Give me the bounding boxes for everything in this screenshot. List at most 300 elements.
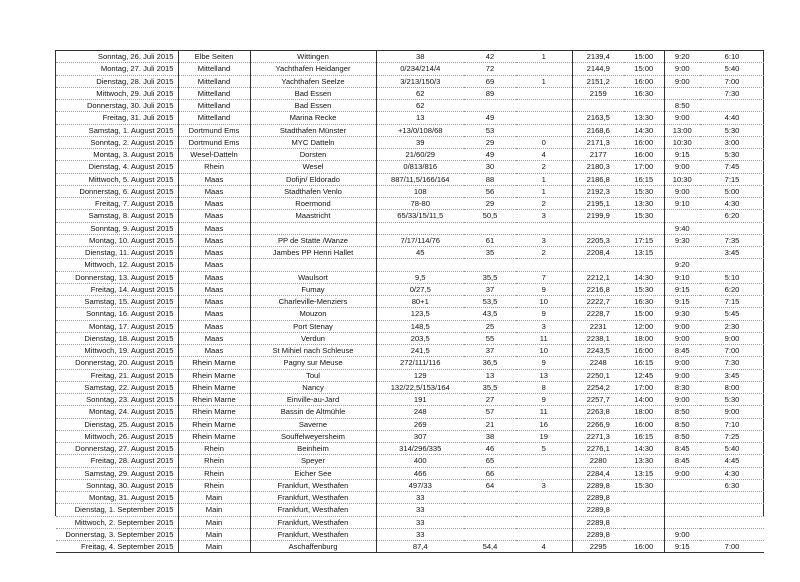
duration-cell [700, 222, 764, 234]
departure-time-cell: 9:00 [664, 320, 700, 332]
table-row [56, 136, 764, 148]
departure-time-cell: 9:00 [664, 467, 700, 479]
total-km-cell: 2271,3 [572, 430, 624, 442]
duration-cell: 7:15 [700, 173, 764, 185]
locks-cell [516, 124, 572, 136]
total-km-cell: 2159 [572, 87, 624, 99]
waterway-cell: Rhein Marne [178, 381, 250, 393]
location-cell: Frankfurt, Westhafen [250, 504, 376, 516]
date-cell: Freitag, 28. August 2015 [56, 455, 178, 467]
locks-cell: 4 [516, 149, 572, 161]
departure-time-cell: 9:15 [664, 296, 700, 308]
location-cell: Marina Recke [250, 112, 376, 124]
date-cell: Donnerstag, 3. September 2015 [56, 528, 178, 540]
arrival-time-cell: 17:15 [624, 234, 664, 246]
duration-cell: 4:30 [700, 198, 764, 210]
departure-time-cell: 8:50 [664, 100, 700, 112]
waterway-cell: Maas [178, 234, 250, 246]
arrival-time-cell: 16:30 [624, 296, 664, 308]
location-cell: Dofijn/ Eldorado [250, 173, 376, 185]
arrival-time-cell [624, 516, 664, 528]
location-cell: Toul [250, 369, 376, 381]
waterway-cell: Rhein Marne [178, 406, 250, 418]
duration-cell: 7:30 [700, 357, 764, 369]
km-cell: 38 [376, 51, 464, 63]
arrival-time-cell: 15:30 [624, 479, 664, 491]
location-cell: Fumay [250, 283, 376, 295]
waterway-cell: Maas [178, 345, 250, 357]
km-cell: 191 [376, 394, 464, 406]
date-cell: Sonntag, 9. August 2015 [56, 222, 178, 234]
table-row [56, 259, 764, 271]
waterway-cell: Main [178, 541, 250, 553]
departure-time-cell: 9:10 [664, 271, 700, 283]
duration-cell: 9:00 [700, 332, 764, 344]
arrival-time-cell: 15:30 [624, 185, 664, 197]
departure-time-cell: 9:00 [664, 185, 700, 197]
total-km-cell: 2186,8 [572, 173, 624, 185]
total-km-cell: 2284,4 [572, 467, 624, 479]
date-cell: Montag, 24. August 2015 [56, 406, 178, 418]
duration-cell: 6:10 [700, 51, 764, 63]
km-cell: 148,5 [376, 320, 464, 332]
table-row [56, 247, 764, 259]
table-row [56, 185, 764, 197]
date-cell: Mittwoch, 19. August 2015 [56, 345, 178, 357]
locks-cell [516, 504, 572, 516]
km-cell: 33 [376, 492, 464, 504]
locks-cell: 3 [516, 210, 572, 222]
distance-cell: 88 [464, 173, 516, 185]
table-row [56, 222, 764, 234]
distance-cell: 57 [464, 406, 516, 418]
distance-cell: 43,5 [464, 308, 516, 320]
location-cell: Beinheim [250, 443, 376, 455]
arrival-time-cell: 15:30 [624, 210, 664, 222]
total-km-cell: 2228,7 [572, 308, 624, 320]
arrival-time-cell: 16:15 [624, 357, 664, 369]
arrival-time-cell: 16:00 [624, 136, 664, 148]
waterway-cell: Maas [178, 332, 250, 344]
departure-time-cell: 9:00 [664, 394, 700, 406]
location-cell: PP de Statte /Wanze [250, 234, 376, 246]
date-cell: Dienstag, 25. August 2015 [56, 418, 178, 430]
total-km-cell: 2248 [572, 357, 624, 369]
km-cell: 887/11,5/166/164 [376, 173, 464, 185]
distance-cell [464, 259, 516, 271]
waterway-cell: Main [178, 504, 250, 516]
location-cell: Souffelweyersheim [250, 430, 376, 442]
table-row [56, 430, 764, 442]
total-km-cell: 2171,3 [572, 136, 624, 148]
total-km-cell: 2263,8 [572, 406, 624, 418]
table-row [56, 406, 764, 418]
duration-cell: 3:45 [700, 247, 764, 259]
locks-cell [516, 100, 572, 112]
locks-cell: 8 [516, 381, 572, 393]
waterway-cell: Rhein Marne [178, 394, 250, 406]
km-cell: 108 [376, 185, 464, 197]
table-row [56, 479, 764, 491]
locks-cell: 19 [516, 430, 572, 442]
duration-cell: 7:00 [700, 75, 764, 87]
date-cell: Sonntag, 2. August 2015 [56, 136, 178, 148]
departure-time-cell [664, 516, 700, 528]
total-km-cell: 2276,1 [572, 443, 624, 455]
locks-cell [516, 528, 572, 540]
table-row [56, 381, 764, 393]
duration-cell: 7:00 [700, 541, 764, 553]
distance-cell: 42 [464, 51, 516, 63]
waterway-cell: Rhein Marne [178, 418, 250, 430]
km-cell: 314/296/335 [376, 443, 464, 455]
date-cell: Dienstag, 28. Juli 2015 [56, 75, 178, 87]
distance-cell: 13 [464, 369, 516, 381]
departure-time-cell: 9:00 [664, 528, 700, 540]
departure-time-cell: 10:30 [664, 136, 700, 148]
waterway-cell: Main [178, 492, 250, 504]
date-cell: Sonntag, 30. August 2015 [56, 479, 178, 491]
total-km-cell: 2163,5 [572, 112, 624, 124]
table-row [56, 271, 764, 283]
waterway-cell: Rhein [178, 479, 250, 491]
waterway-cell: Rhein Marne [178, 357, 250, 369]
arrival-time-cell: 13:30 [624, 455, 664, 467]
km-cell: 45 [376, 247, 464, 259]
table-row [56, 149, 764, 161]
waterway-cell: Maas [178, 320, 250, 332]
departure-time-cell: 9:30 [664, 308, 700, 320]
location-cell: Frankfurt, Westhafen [250, 492, 376, 504]
location-cell: Einville-au-Jard [250, 394, 376, 406]
total-km-cell: 2216,8 [572, 283, 624, 295]
km-cell: 87,4 [376, 541, 464, 553]
waterway-cell: Rhein [178, 467, 250, 479]
arrival-time-cell: 15:30 [624, 283, 664, 295]
date-cell: Sonntag, 16. August 2015 [56, 308, 178, 320]
distance-cell: 65 [464, 455, 516, 467]
distance-cell: 61 [464, 234, 516, 246]
departure-time-cell: 9:15 [664, 149, 700, 161]
departure-time-cell: 8:45 [664, 455, 700, 467]
locks-cell: 4 [516, 541, 572, 553]
waterway-cell: Maas [178, 296, 250, 308]
departure-time-cell [664, 492, 700, 504]
waterway-cell: Mittelland [178, 75, 250, 87]
waterway-cell: Maas [178, 308, 250, 320]
table-row [56, 492, 764, 504]
date-cell: Samstag, 29. August 2015 [56, 467, 178, 479]
total-km-cell: 2177 [572, 149, 624, 161]
km-cell: 497/33 [376, 479, 464, 491]
date-cell: Mittwoch, 12. August 2015 [56, 259, 178, 271]
total-km-cell: 2205,3 [572, 234, 624, 246]
distance-cell: 69 [464, 75, 516, 87]
departure-time-cell: 9:40 [664, 222, 700, 234]
km-cell: 3/213/150/3 [376, 75, 464, 87]
arrival-time-cell: 18:00 [624, 406, 664, 418]
waterway-cell: Maas [178, 222, 250, 234]
distance-cell: 30 [464, 161, 516, 173]
distance-cell: 54,4 [464, 541, 516, 553]
waterway-cell: Elbe Seiten [178, 51, 250, 63]
locks-cell: 2 [516, 198, 572, 210]
km-cell: 400 [376, 455, 464, 467]
locks-cell: 1 [516, 51, 572, 63]
distance-cell [464, 528, 516, 540]
total-km-cell: 2250,1 [572, 369, 624, 381]
distance-cell [464, 100, 516, 112]
locks-cell [516, 492, 572, 504]
location-cell: St Mihiel nach Schleuse [250, 345, 376, 357]
date-cell: Montag, 27. Juli 2015 [56, 63, 178, 75]
waterway-cell: Mittelland [178, 100, 250, 112]
departure-time-cell: 8:50 [664, 406, 700, 418]
duration-cell: 7:25 [700, 430, 764, 442]
date-cell: Mittwoch, 2. September 2015 [56, 516, 178, 528]
date-cell: Donnerstag, 20. August 2015 [56, 357, 178, 369]
location-cell [250, 222, 376, 234]
arrival-time-cell: 15:00 [624, 63, 664, 75]
total-km-cell: 2195,1 [572, 198, 624, 210]
arrival-time-cell: 14:00 [624, 394, 664, 406]
total-km-cell [572, 100, 624, 112]
table-row [56, 296, 764, 308]
arrival-time-cell: 17:00 [624, 381, 664, 393]
locks-cell: 10 [516, 345, 572, 357]
distance-cell: 55 [464, 332, 516, 344]
duration-cell [700, 516, 764, 528]
locks-cell: 9 [516, 308, 572, 320]
arrival-time-cell: 14:30 [624, 443, 664, 455]
waterway-cell: Maas [178, 259, 250, 271]
location-cell: Stadthafen Venlo [250, 185, 376, 197]
date-cell: Montag, 31. August 2015 [56, 492, 178, 504]
date-cell: Mittwoch, 26. August 2015 [56, 430, 178, 442]
km-cell: 78-80 [376, 198, 464, 210]
distance-cell: 38 [464, 430, 516, 442]
date-cell: Samstag, 8. August 2015 [56, 210, 178, 222]
locks-cell: 16 [516, 418, 572, 430]
waterway-cell: Maas [178, 283, 250, 295]
table-row [56, 504, 764, 516]
location-cell: Jambes PP Henri Hallet [250, 247, 376, 259]
table-row [56, 528, 764, 540]
total-km-cell: 2280 [572, 455, 624, 467]
waterway-cell: Rhein [178, 443, 250, 455]
km-cell: +13/0/108/68 [376, 124, 464, 136]
date-cell: Donnerstag, 27. August 2015 [56, 443, 178, 455]
arrival-time-cell: 16:15 [624, 173, 664, 185]
table-row [56, 516, 764, 528]
location-cell: Mouzon [250, 308, 376, 320]
km-cell: 62 [376, 100, 464, 112]
arrival-time-cell: 12:00 [624, 320, 664, 332]
waterway-cell: Maas [178, 185, 250, 197]
distance-cell [464, 516, 516, 528]
km-cell: 466 [376, 467, 464, 479]
arrival-time-cell: 16:00 [624, 75, 664, 87]
total-km-cell: 2208,4 [572, 247, 624, 259]
location-cell: Verdun [250, 332, 376, 344]
table-row [56, 75, 764, 87]
distance-cell: 29 [464, 198, 516, 210]
locks-cell: 9 [516, 357, 572, 369]
locks-cell [516, 516, 572, 528]
location-cell: Maastricht [250, 210, 376, 222]
km-cell: 272/111/116 [376, 357, 464, 369]
departure-time-cell [664, 87, 700, 99]
total-km-cell: 2180,3 [572, 161, 624, 173]
total-km-cell: 2243,5 [572, 345, 624, 357]
arrival-time-cell: 16:00 [624, 541, 664, 553]
arrival-time-cell: 14:30 [624, 124, 664, 136]
arrival-time-cell [624, 528, 664, 540]
km-cell: 39 [376, 136, 464, 148]
waterway-cell: Maas [178, 271, 250, 283]
duration-cell: 7:10 [700, 418, 764, 430]
location-cell: Pagny sur Meuse [250, 357, 376, 369]
waterway-cell: Main [178, 528, 250, 540]
locks-cell [516, 87, 572, 99]
duration-cell: 5:45 [700, 308, 764, 320]
departure-time-cell: 9:00 [664, 75, 700, 87]
location-cell: Nancy [250, 381, 376, 393]
distance-cell: 50,5 [464, 210, 516, 222]
km-cell: 123,5 [376, 308, 464, 320]
total-km-cell: 2295 [572, 541, 624, 553]
date-cell: Montag, 3. August 2015 [56, 149, 178, 161]
duration-cell [700, 528, 764, 540]
date-cell: Donnerstag, 13. August 2015 [56, 271, 178, 283]
date-cell: Freitag, 31. Juli 2015 [56, 112, 178, 124]
table-row [56, 87, 764, 99]
table-row [56, 455, 764, 467]
duration-cell: 5:30 [700, 394, 764, 406]
locks-cell [516, 467, 572, 479]
waterway-cell: Rhein [178, 161, 250, 173]
waterway-cell: Rhein Marne [178, 430, 250, 442]
departure-time-cell: 8:50 [664, 430, 700, 442]
locks-cell: 2 [516, 161, 572, 173]
location-cell: Frankfurt, Westhafen [250, 528, 376, 540]
duration-cell: 5:30 [700, 149, 764, 161]
travel-log-sheet [56, 50, 764, 553]
total-km-cell: 2238,1 [572, 332, 624, 344]
total-km-cell: 2139,4 [572, 51, 624, 63]
km-cell: 80+1 [376, 296, 464, 308]
arrival-time-cell: 13:15 [624, 467, 664, 479]
travel-log-body [56, 51, 764, 553]
travel-log-table [56, 50, 764, 553]
duration-cell: 7:45 [700, 161, 764, 173]
km-cell: 203,5 [376, 332, 464, 344]
km-cell: 62 [376, 87, 464, 99]
arrival-time-cell: 13:15 [624, 247, 664, 259]
departure-time-cell [664, 479, 700, 491]
duration-cell: 4:40 [700, 112, 764, 124]
table-row [56, 541, 764, 553]
table-row [56, 345, 764, 357]
table-row [56, 418, 764, 430]
distance-cell: 89 [464, 87, 516, 99]
table-row [56, 210, 764, 222]
duration-cell: 4:30 [700, 467, 764, 479]
duration-cell [700, 504, 764, 516]
distance-cell: 49 [464, 149, 516, 161]
waterway-cell: Mittelland [178, 63, 250, 75]
locks-cell: 1 [516, 173, 572, 185]
date-cell: Freitag, 14. August 2015 [56, 283, 178, 295]
distance-cell: 49 [464, 112, 516, 124]
duration-cell: 7:15 [700, 296, 764, 308]
location-cell: Saverne [250, 418, 376, 430]
table-row [56, 100, 764, 112]
km-cell: 13 [376, 112, 464, 124]
km-cell [376, 222, 464, 234]
location-cell: Frankfurt, Westhafen [250, 479, 376, 491]
distance-cell: 72 [464, 63, 516, 75]
arrival-time-cell: 18:00 [624, 332, 664, 344]
distance-cell: 56 [464, 185, 516, 197]
duration-cell: 5:30 [700, 124, 764, 136]
locks-cell: 1 [516, 75, 572, 87]
total-km-cell: 2289,8 [572, 516, 624, 528]
duration-cell: 5:10 [700, 271, 764, 283]
location-cell: Speyer [250, 455, 376, 467]
date-cell: Freitag, 21. August 2015 [56, 369, 178, 381]
departure-time-cell: 8:50 [664, 418, 700, 430]
km-cell: 129 [376, 369, 464, 381]
km-cell: 241,5 [376, 345, 464, 357]
date-cell: Samstag, 15. August 2015 [56, 296, 178, 308]
duration-cell: 9:00 [700, 406, 764, 418]
waterway-cell: Wesel-Datteln [178, 149, 250, 161]
distance-cell: 64 [464, 479, 516, 491]
departure-time-cell: 8:30 [664, 381, 700, 393]
locks-cell: 0 [516, 136, 572, 148]
table-row [56, 332, 764, 344]
locks-cell: 11 [516, 332, 572, 344]
date-cell: Montag, 17. August 2015 [56, 320, 178, 332]
table-row [56, 124, 764, 136]
total-km-cell: 2289,8 [572, 479, 624, 491]
total-km-cell: 2168,6 [572, 124, 624, 136]
duration-cell [700, 259, 764, 271]
locks-cell [516, 222, 572, 234]
departure-time-cell [664, 504, 700, 516]
location-cell: Charleville-Menziers [250, 296, 376, 308]
total-km-cell: 2289,8 [572, 528, 624, 540]
duration-cell: 6:30 [700, 479, 764, 491]
table-row [56, 51, 764, 63]
distance-cell: 35,5 [464, 381, 516, 393]
locks-cell: 10 [516, 296, 572, 308]
date-cell: Samstag, 22. August 2015 [56, 381, 178, 393]
locks-cell [516, 455, 572, 467]
arrival-time-cell: 16:00 [624, 149, 664, 161]
table-row [56, 234, 764, 246]
duration-cell: 3:45 [700, 369, 764, 381]
total-km-cell: 2231 [572, 320, 624, 332]
location-cell: Port Stenay [250, 320, 376, 332]
distance-cell: 37 [464, 345, 516, 357]
date-cell: Sonntag, 26. Juli 2015 [56, 51, 178, 63]
table-row [56, 112, 764, 124]
date-cell: Montag, 10. August 2015 [56, 234, 178, 246]
location-cell: Frankfurt, Westhafen [250, 516, 376, 528]
arrival-time-cell: 16:00 [624, 345, 664, 357]
